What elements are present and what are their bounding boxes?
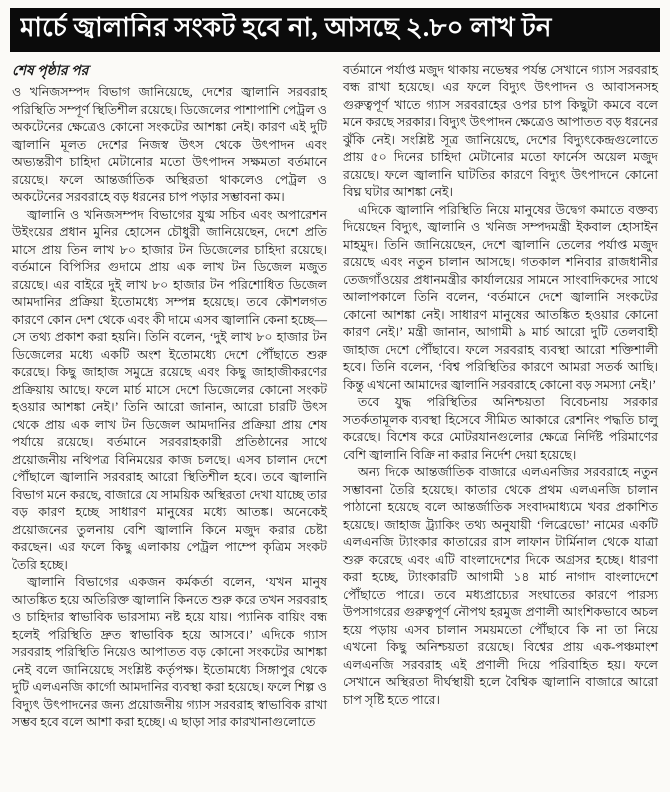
article-paragraph: তবে যুদ্ধ পরিস্থিতির অনিশ্চয়তা বিবেচনায় সরকার সতর্কতামূলক ব্যবস্থা হিসেবে সীমিত আকারে রেশনিং পদ্ধতি চালু করেছে। বিশেষ করে মোটরযানগুলোর ক্ষেত্রে নির্দিষ্ট পরিমাণের বেশি জ্বালানি বিক্রি না করার নির্দেশ দেয়া হয়েছে। <box>343 395 658 462</box>
article-paragraph: এদিকে জ্বালানি পরিস্থিতি নিয়ে মানুষের উদ্বেগ কমাতে বক্তব্য দিয়েছেন বিদ্যুৎ, জ্বালানি ও খনিজ সম্পদমন্ত্রী ইকবাল হোসাইন মাহমুদ। তিনি জানিয়েছেন, দেশে জ্বালানি তেলের পর্যাপ্ত মজুদ রয়েছে এবং নতুন চালান আসছে। গতকাল শনিবার রাজধানীর তেজগাঁওয়ের প্রধানমন্ত্রীর কার্যালয়ের সামনে সাংবাদিকদের সাথে আলাপকালে তিনি বলেন, ‘বর্তমানে দেশে জ্বালানি সংকটের কোনো আশঙ্কা নেই। সাধারণ মানুষের আতঙ্কিত হওয়ার কোনো কারণ নেই।’ মন্ত্রী জানান, আগামী ৯ মার্চ আরো দুটি তেলবাহী জাহাজ দেশে পৌঁছাবে। ফলে সরবরাহ ব্যবস্থা আরো শক্তিশালী হবে। তিনি বলেন, ‘বিশ্ব পরিস্থিতির কারণে আমরা সতর্ক আছি। কিন্তু এখনো আমাদের জ্বালানি সরবরাহে কোনো বড় সমস্যা নেই।’ <box>343 202 658 392</box>
article-paragraph: জ্বালানি বিভাগের একজন কর্মকর্তা বলেন, ‘যখন মানুষ আতঙ্কিত হয়ে অতিরিক্ত জ্বালানি কিনতে শুরু করে তখন সরবরাহ ও চাহিদার স্বাভাবিক ভারসাম্য নষ্ট হয়ে যায়। প্যানিক বায়িং বন্ধ হলেই পরিস্থিতি দ্রুত স্বাভাবিক হয়ে আসবে।’ এদিকে গ্যাস সরবরাহ পরিস্থিতি নিয়েও আপাতত বড় কোনো সংকটের আশঙ্কা নেই বলে জানিয়েছে সংশ্লিষ্ট কর্তৃপক্ষ। ইতোমধ্যে সিঙ্গাপুর থেকে দুটি এলএনজি কার্গো আমদানির ব্যবস্থা করা হয়েছে। ফলে শিল্প ও বিদ্যুৎ উৎপাদনের জন্য প্রয়োজনীয় গ্যাস সরবরাহ স্বাভাবিক রাখা সম্ভব হবে বলে আশা করা হচ্ছে। এ ছাড়া সার কারখানাগুলোতে <box>12 575 327 730</box>
article-paragraph: জ্বালানি ও খনিজসম্পদ বিভাগের যুগ্ম সচিব এবং অপারেশন উইংয়ের প্রধান মুনির হোসেন চৌধুরী জানিয়েছেন, দেশে প্রতি মাসে প্রায় তিন লাখ ৮০ হাজার টন ডিজেলের চাহিদা রয়েছে। বর্তমানে বিপিসির গুদামে প্রায় এক লাখ টন ডিজেল মজুত রয়েছে। এর বাইরে দুই লাখ ৮০ হাজার টন পরিশোধিত ডিজেল আমদানির প্রক্রিয়া ইতোমধ্যে সম্পন্ন হয়েছে। তবে কৌশলগত কারণে কোন দেশ থেকে এবং কী দামে এসব জ্বালানি কেনা হচ্ছে— সে তথ্য প্রকাশ করা হয়নি। তিনি বলেন, ‘দুই লাখ ৮০ হাজার টন ডিজেলের মধ্যে একটি অংশ ইতোমধ্যে দেশে পৌঁছাতে শুরু করেছে। কিছু জাহাজ সমুদ্রে রয়েছে এবং কিছু জাহাজীকরণের প্রক্রিয়ায় আছে। ফলে মার্চ মাসে দেশে ডিজেলের কোনো সংকট হওয়ার আশঙ্কা নেই।’ তিনি আরো জানান, আরো চারটি উৎস থেকে প্রায় এক লাখ টন ডিজেল আমদানির প্রক্রিয়া প্রায় শেষ পর্যায়ে রয়েছে। বর্তমানে সরবরাহকারী প্রতিষ্ঠানের সাথে প্রয়োজনীয় নথিপত্র বিনিময়ের কাজ চলছে। এসব চালান দেশে পৌঁছালে জ্বালানি সরবরাহ আরো স্থিতিশীল হবে। তবে জ্বালানি বিভাগ মনে করছে, বাজারে যে সাময়িক অস্থিরতা দেখা যাচ্ছে তার বড় কারণ হচ্ছে সাধারণ মানুষের মধ্যে আতঙ্ক। অনেকেই প্রয়োজনের তুলনায় বেশি জ্বালানি কিনে মজুদ করার চেষ্টা করছেন। এর ফলে কিছু এলাকায় পেট্রল পাম্পে কৃত্রিম সংকট তৈরি হচ্ছে। <box>12 207 327 572</box>
article-paragraph: অন্য দিকে আন্তর্জাতিক বাজারে এলএনজির সরবরাহে নতুন সম্ভাবনা তৈরি হয়েছে। কাতার থেকে প্রথম এলএনজি চালান পাঠানো হয়েছে বলে আন্তর্জাতিক সংবাদমাধ্যমে খবর প্রকাশিত হয়েছে। জাহাজ ট্র্যাকিং তথ্য অনুযায়ী ‘লিব্রেভো’ নামের একটি এলএনজি ট্যাংকার কাতারের রাস লাফান টার্মিনাল থেকে যাত্রা শুরু করেছে এবং এটি বাংলাদেশের দিকে অগ্রসর হচ্ছে। ধারণা করা হচ্ছে, ট্যাংকারটি আগামী ১৪ মার্চ নাগাদ বাংলাদেশে পৌঁছাতে পারে। তবে মধ্যপ্রাচ্যের সংঘাতের কারণে পারস্য উপসাগরের গুরুত্বপূর্ণ নৌপথ হরমুজ প্রণালী আংশিকভাবে অচল হয়ে পড়ায় এসব চালান সময়মতো পৌঁছাবে কি না তা নিয়ে এখনো কিছু অনিশ্চয়তা রয়েছে। বিশ্বের প্রায় এক-পঞ্চমাংশ এলএনজি সরবরাহ এই প্রণালী দিয়ে পরিবাহিত হয়। ফলে সেখানে অস্থিরতা দীর্ঘস্থায়ী হলে বৈশ্বিক জ্বালানি বাজারে আরো চাপ সৃষ্টি হতে পারে। <box>343 465 658 707</box>
article-column-left <box>12 62 327 732</box>
article-columns <box>8 62 662 732</box>
article-headline: মার্চে জ্বালানির সংকট হবে না, আসছে ২.৮০ লাখ টন <box>20 13 552 42</box>
article-paragraph: ও খনিজসম্পদ বিভাগ জানিয়েছে, দেশের জ্বালানি সরবরাহ পরিস্থিতি সম্পূর্ণ স্থিতিশীল রয়েছে। ডিজেলের পাশাপাশি পেট্রল ও অকটেনের ক্ষেত্রেও কোনো সংকটের আশঙ্কা নেই। কারণ এই দুটি জ্বালানি মূলত দেশের নিজস্ব উৎস থেকে উৎপাদন এবং অভ্যন্তরীণ চাহিদা মেটানোর মতো উৎপাদন সক্ষমতা বর্তমানে রয়েছে। ফলে আন্তর্জাতিক অস্থিরতা থাকলেও পেট্রল ও অকটেনের সরবরাহে বড় ধরনের চাপ পড়ার সম্ভাবনা কম। <box>12 85 327 205</box>
headline-bar <box>10 8 660 52</box>
article-column-right <box>343 62 658 732</box>
article-paragraph: বর্তমানে পর্যাপ্ত মজুদ থাকায় নভেম্বর পর্যন্ত সেখানে গ্যাস সরবরাহ বন্ধ রাখা হয়েছে। এর ফলে বিদ্যুৎ উৎপাদন ও আবাসনসহ গুরুত্বপূর্ণ খাতে গ্যাস সরবরাহের ওপর চাপ কিছুটা কমবে বলে মনে করছে সরকার। বিদ্যুৎ উৎপাদন ক্ষেত্রেও আপাতত বড় ধরনের ঝুঁকি নেই। সংশ্লিষ্ট সূত্র জানিয়েছে, দেশের বিদ্যুৎকেন্দ্রগুলোতে প্রায় ৫০ দিনের চাহিদা মেটানোর মতো ফার্নেস অয়েল মজুদ রয়েছে। ফলে জ্বালানি ঘাটতির কারণে বিদ্যুৎ উৎপাদনে কোনো বিঘ্ন ঘটার আশঙ্কা নেই। <box>343 62 658 200</box>
continuation-note: শেষ পৃষ্ঠার পর <box>12 63 89 79</box>
